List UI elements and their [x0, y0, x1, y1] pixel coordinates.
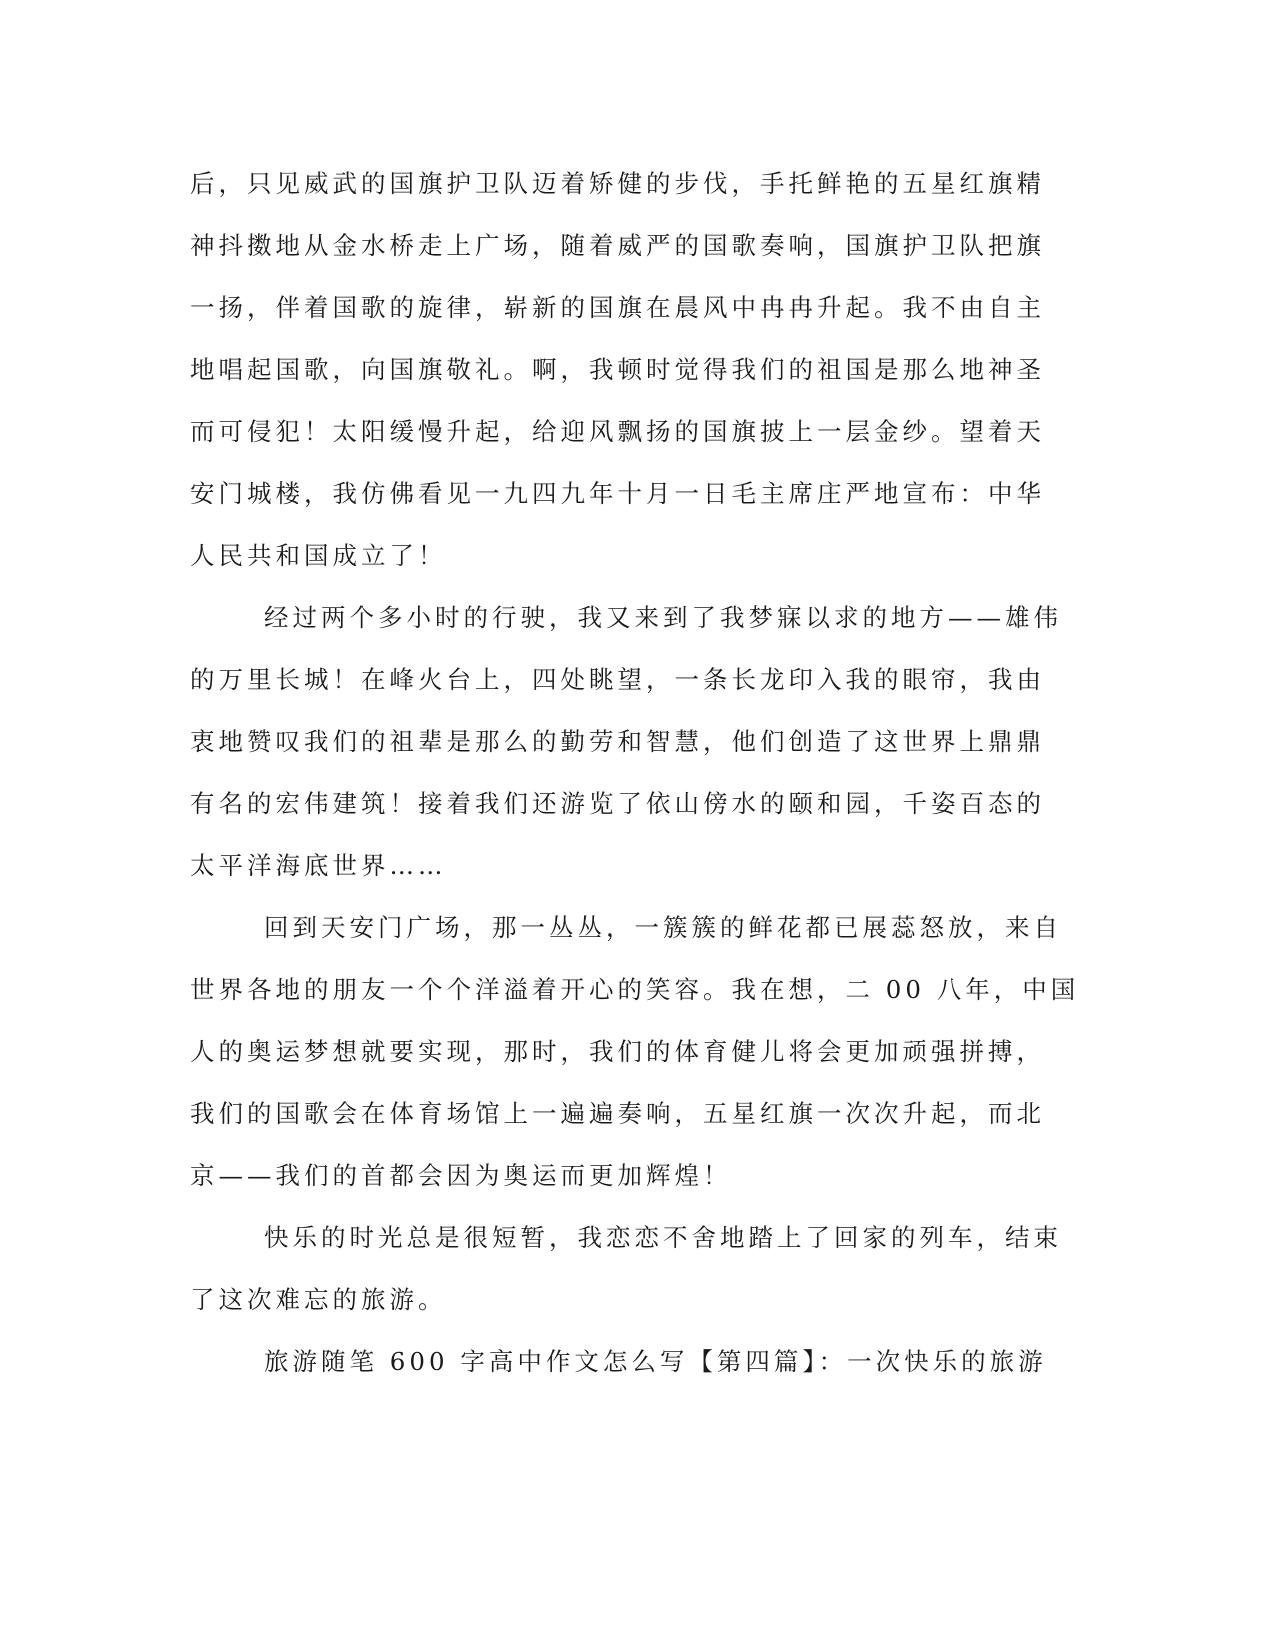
text-line: 回到天安门广场，那一丛丛，一簇簇的鲜花都已展蕊怒放，来自: [264, 913, 1062, 942]
text-line: 人的奥运梦想就要实现，那时，我们的体育健儿将会更加顽强拼搏，: [190, 1037, 1045, 1066]
text-line: 地唱起国歌，向国旗敬礼。啊，我顿时觉得我们的祖国是那么地神圣: [190, 355, 1045, 384]
text-line: 了这次难忘的旅游。: [190, 1285, 447, 1314]
text-line: 有名的宏伟建筑！接着我们还游览了依山傍水的颐和园，千姿百态的: [190, 789, 1045, 818]
text-line: 快乐的时光总是很短暂，我恋恋不舍地踏上了回家的列车，结束: [264, 1223, 1062, 1252]
text-line: 衷地赞叹我们的祖辈是那么的勤劳和智慧，他们创造了这世界上鼎鼎: [190, 727, 1045, 756]
section-heading: 旅游随笔 600 字高中作文怎么写【第四篇】：一次快乐的旅游: [264, 1347, 1047, 1376]
text-line: 安门城楼，我仿佛看见一九四九年十月一日毛主席庄严地宣布：中华: [190, 479, 1045, 508]
text-line: 经过两个多小时的行驶，我又来到了我梦寐以求的地方——雄伟: [264, 603, 1062, 632]
text-line: 一扬，伴着国歌的旋律，崭新的国旗在晨风中冉冉升起。我不由自主: [190, 293, 1045, 322]
text-line: 而可侵犯！太阳缓慢升起，给迎风飘扬的国旗披上一层金纱。望着天: [190, 417, 1045, 446]
text-line: 京——我们的首都会因为奥运而更加辉煌！: [190, 1161, 732, 1190]
document-body: [190, 162, 1085, 1402]
text-line: 人民共和国成立了！: [190, 541, 447, 570]
text-line: 太平洋海底世界……: [190, 851, 447, 880]
text-line: 我们的国歌会在体育场馆上一遍遍奏响，五星红旗一次次升起，而北: [190, 1099, 1045, 1128]
text-line: 世界各地的朋友一个个洋溢着开心的笑容。我在想，二 00 八年，中国: [190, 975, 1080, 1004]
text-line: 后，只见威武的国旗护卫队迈着矫健的步伐，手托鲜艳的五星红旗精: [190, 169, 1045, 198]
text-line: 神抖擞地从金水桥走上广场，随着威严的国歌奏响，国旗护卫队把旗: [190, 231, 1045, 260]
text-line: 的万里长城！在峰火台上，四处眺望，一条长龙印入我的眼帘，我由: [190, 665, 1045, 694]
